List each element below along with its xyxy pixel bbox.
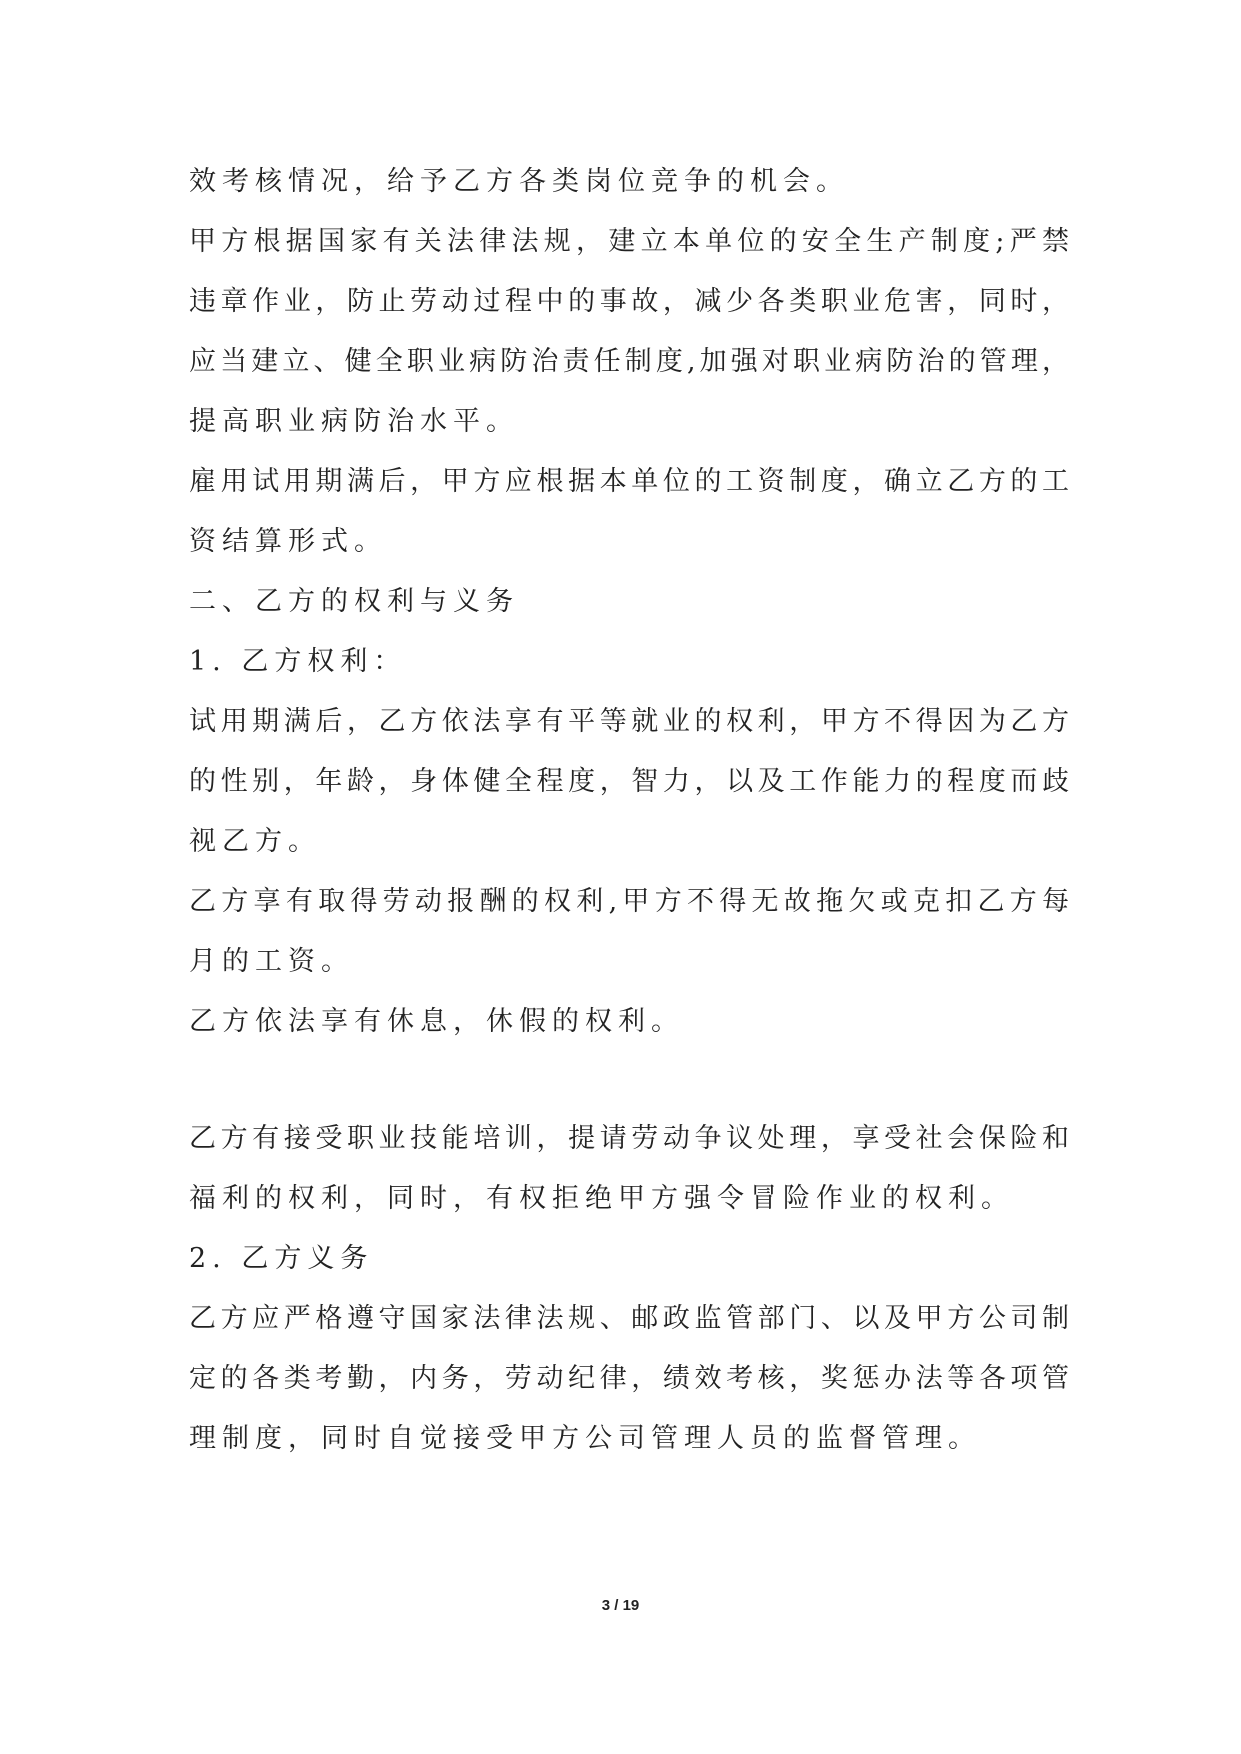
text-line: 视乙方。 xyxy=(189,826,321,857)
text-line: 违章作业，防止劳动过程中的事故，减少各类职业危害，同时， xyxy=(189,286,1069,317)
text-line: 福利的权利，同时，有权拒绝甲方强令冒险作业的权利。 xyxy=(189,1183,1014,1214)
text-line: 提高职业病防治水平。 xyxy=(189,406,519,437)
text-line: 资结算形式。 xyxy=(189,526,387,557)
text-line: 雇用试用期满后，甲方应根据本单位的工资制度，确立乙方的工 xyxy=(189,466,1069,497)
text-line: 定的各类考勤，内务，劳动纪律，绩效考核，奖惩办法等各项管 xyxy=(189,1363,1069,1394)
page-number: 3 / 19 xyxy=(601,1597,640,1614)
text-line: 甲方根据国家有关法律法规，建立本单位的安全生产制度;严禁 xyxy=(189,226,1069,257)
subsection-heading: 2. 乙方义务 xyxy=(189,1243,374,1274)
text-line: 月的工资。 xyxy=(189,946,354,977)
subsection-heading: 1. 乙方权利： xyxy=(189,646,407,677)
section-heading: 二、乙方的权利与义务 xyxy=(189,586,519,617)
text-line: 试用期满后，乙方依法享有平等就业的权利，甲方不得因为乙方 xyxy=(189,706,1069,737)
text-line: 乙方有接受职业技能培训，提请劳动争议处理，享受社会保险和 xyxy=(189,1123,1069,1154)
text-line: 乙方应严格遵守国家法律法规、邮政监管部门、以及甲方公司制 xyxy=(189,1303,1069,1334)
text-line: 乙方依法享有休息，休假的权利。 xyxy=(189,1006,684,1037)
text-line: 效考核情况，给予乙方各类岗位竞争的机会。 xyxy=(189,166,849,197)
text-line: 理制度，同时自觉接受甲方公司管理人员的监督管理。 xyxy=(189,1423,981,1454)
text-line: 应当建立、健全职业病防治责任制度,加强对职业病防治的管理， xyxy=(189,346,1069,377)
text-line: 乙方享有取得劳动报酬的权利,甲方不得无故拖欠或克扣乙方每 xyxy=(189,886,1069,917)
text-line: 的性别，年龄，身体健全程度，智力，以及工作能力的程度而歧 xyxy=(189,766,1069,797)
